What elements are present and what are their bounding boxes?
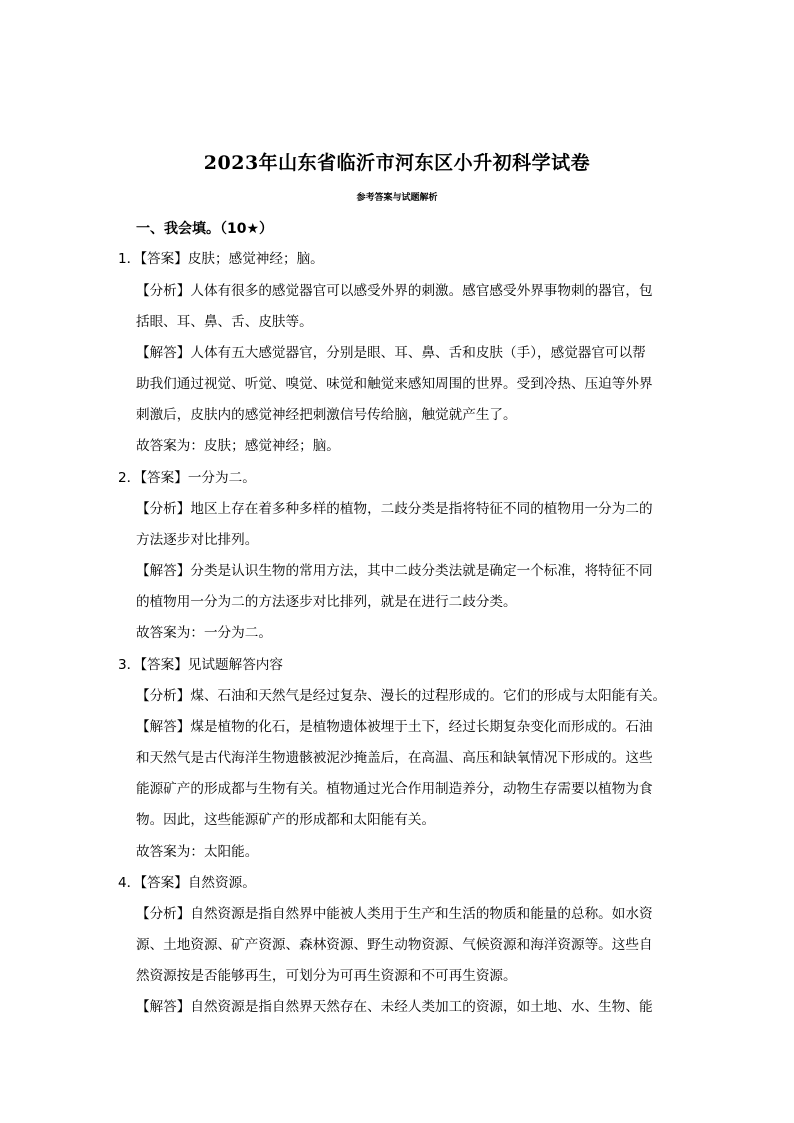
- analysis-line: 【分析】人体有很多的感觉器官可以感受外界的刺激。感官感受外界事物刺的器官，包: [136, 283, 653, 299]
- solution-line: 助我们通过视觉、听觉、嗅觉、味觉和触觉来感知周围的世界。受到冷热、压迫等外界: [136, 376, 653, 392]
- solution-line: 【解答】人体有五大感觉器官，分别是眼、耳、鼻、舌和皮肤（手），感觉器官可以帮: [136, 345, 646, 361]
- analysis-line: 方法逐步对比排列。: [136, 532, 259, 548]
- final-answer-line: 故答案为：太阳能。: [136, 844, 259, 860]
- solution-line: 【解答】自然资源是指自然界天然存在、未经人类加工的资源，如土地、水、生物、能: [136, 999, 653, 1015]
- solution-line: 的植物用一分为二的方法逐步对比排列，就是在进行二歧分类。: [136, 594, 517, 610]
- analysis-line: 【分析】自然资源是指自然界中能被人类用于生产和生活的物质和能量的总称。如水资: [136, 906, 653, 922]
- final-answer-line: 故答案为：皮肤；感觉神经；脑。: [136, 438, 340, 454]
- answer-line-q1: 1．【答案】皮肤；感觉神经；脑。: [118, 251, 324, 267]
- document-subtitle: 参考答案与试题解析: [356, 193, 438, 203]
- answer-line-q4: 4．【答案】自然资源。: [118, 875, 256, 891]
- answer-line-q2: 2．【答案】一分为二。: [118, 470, 256, 486]
- section-heading: 一、我会填。（10★）: [136, 221, 274, 237]
- final-answer-line: 故答案为：一分为二。: [136, 625, 272, 641]
- solution-line: 能源矿产的形成都与生物有关。植物通过光合作用制造养分，动物生存需要以植物为食: [136, 781, 653, 797]
- solution-line: 物。因此，这些能源矿产的形成都和太阳能有关。: [136, 812, 436, 828]
- answer-line-q3: 3．【答案】见试题解答内容: [118, 657, 283, 673]
- analysis-line: 【分析】煤、石油和天然气是经过复杂、漫长的过程形成的。它们的形成与太阳能有关。: [136, 688, 667, 704]
- analysis-line: 【分析】地区上存在着多种多样的植物，二歧分类是指将特征不同的植物用一分为二的: [136, 501, 653, 517]
- analysis-line: 源、土地资源、矿产资源、森林资源、野生动物资源、气候资源和海洋资源等。这些自: [136, 937, 653, 953]
- analysis-line: 然资源按是否能够再生，可划分为可再生资源和不可再生资源。: [136, 968, 517, 984]
- solution-line: 刺激后，皮肤内的感觉神经把刺激信号传给脑，触觉就产生了。: [136, 407, 517, 423]
- solution-line: 和天然气是古代海洋生物遗骸被泥沙掩盖后，在高温、高压和缺氧情况下形成的。这些: [136, 750, 653, 766]
- document-title: 2023年山东省临沂市河东区小升初科学试卷: [203, 152, 591, 174]
- solution-line: 【解答】分类是认识生物的常用方法，其中二歧分类法就是确定一个标准，将特征不同: [136, 563, 653, 579]
- solution-line: 【解答】煤是植物的化石，是植物遗体被埋于土下，经过长期复杂变化而形成的。石油: [136, 719, 653, 735]
- analysis-line: 括眼、耳、鼻、舌、皮肤等。: [136, 314, 313, 330]
